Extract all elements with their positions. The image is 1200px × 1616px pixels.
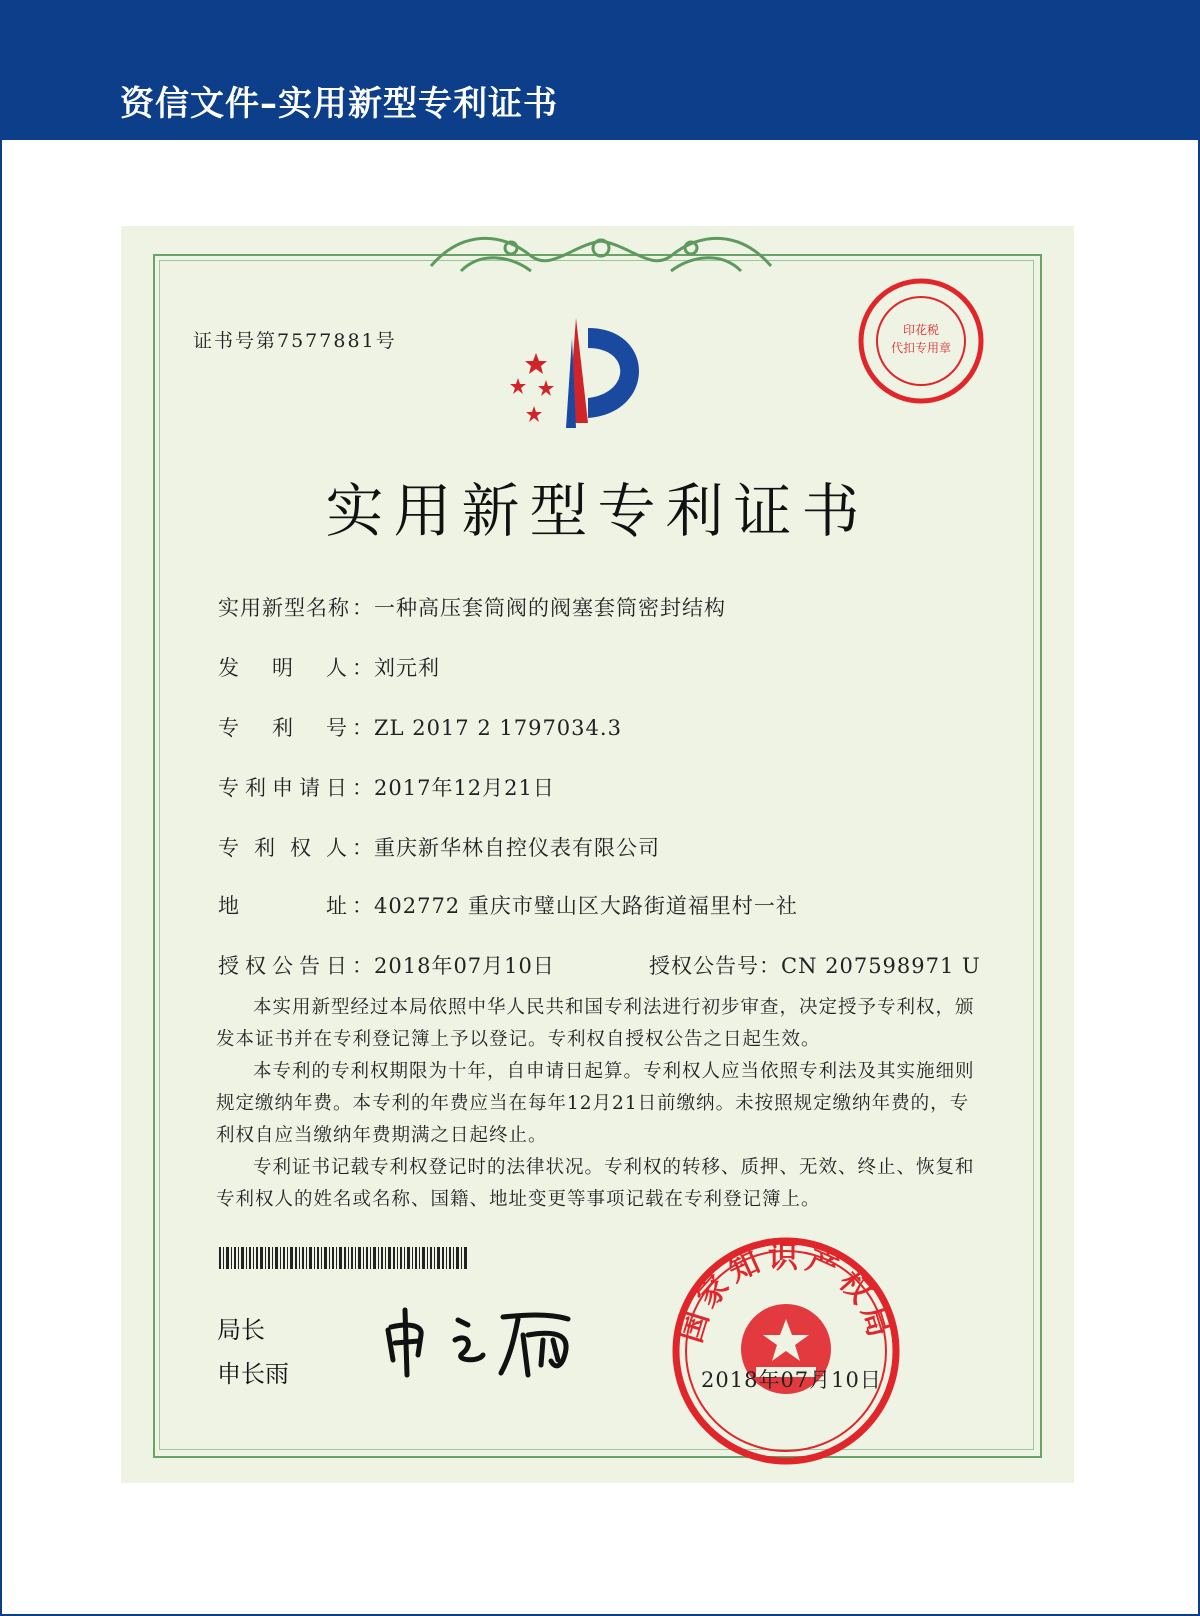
paragraph-2: 本专利的专利权期限为十年，自申请日起算。专利权人应当依照专利法及其实施细则规定缴纳年费。本专利的年费应当在每年12月21日前缴纳。未按照规定缴纳年费的，专利权自应当缴纳年费期满之日起终止。 [216, 1061, 975, 1146]
svg-text:代扣专用章: 代扣专用章 [890, 341, 952, 355]
svg-text:印花税: 印花税 [902, 323, 940, 337]
paragraph-3: 专利证书记载专利权登记时的法律状况。专利权的转移、质押、无效、终止、恢复和专利权人的姓名或名称、国籍、地址变更等事项记载在专利登记簿上。 [216, 1157, 975, 1210]
cnipa-logo-icon [506, 318, 656, 438]
field-inventor: 发明人 ：刘元利 [218, 656, 440, 680]
tax-seal-icon [856, 276, 986, 406]
field-patentee: 专利权人 ：重庆新华林自控仪表有限公司 [218, 836, 660, 860]
patent-certificate [121, 226, 1074, 1483]
frame-left [0, 140, 2, 1616]
paragraph-1: 本实用新型经过本局依照中华人民共和国专利法进行初步审查，决定授予专利权，颁发本证书并在专利登记簿上予以登记。专利权自授权公告之日起生效。 [216, 997, 975, 1050]
field-address: 地址 ：402772 重庆市璧山区大路街道福里村一社 [218, 894, 798, 918]
director-name: 申长雨 [217, 1360, 289, 1388]
field-name: 实用新型名称：一种高压套筒阀的阀塞套筒密封结构 [218, 596, 726, 620]
stamp-date: 2018年07月10日 [701, 1368, 882, 1392]
signature-icon [383, 1305, 593, 1380]
field-application-date: 专利申请日 ：2017年12月21日 [218, 776, 555, 800]
field-grant-date: 授权公告日 ：2018年07月10日 [218, 954, 555, 978]
certificate-title: 实用新型专利证书 [325, 477, 870, 545]
header-banner [0, 0, 1200, 140]
field-patent-no: 专利号 ：ZL 2017 2 1797034.3 [218, 716, 622, 740]
barcode-icon [219, 1247, 469, 1269]
official-seal-icon [666, 1231, 906, 1471]
director-title: 局长 [217, 1316, 265, 1344]
ornament-icon [421, 226, 781, 286]
page-title: 资信文件–实用新型专利证书 [120, 84, 558, 124]
svg-text:国家知识产权局: 国家知识产权局 [673, 1240, 899, 1347]
field-grant-no: 授权公告号：CN 207598971 U [649, 954, 981, 978]
certificate-number: 证书号第7577881号 [193, 330, 397, 352]
